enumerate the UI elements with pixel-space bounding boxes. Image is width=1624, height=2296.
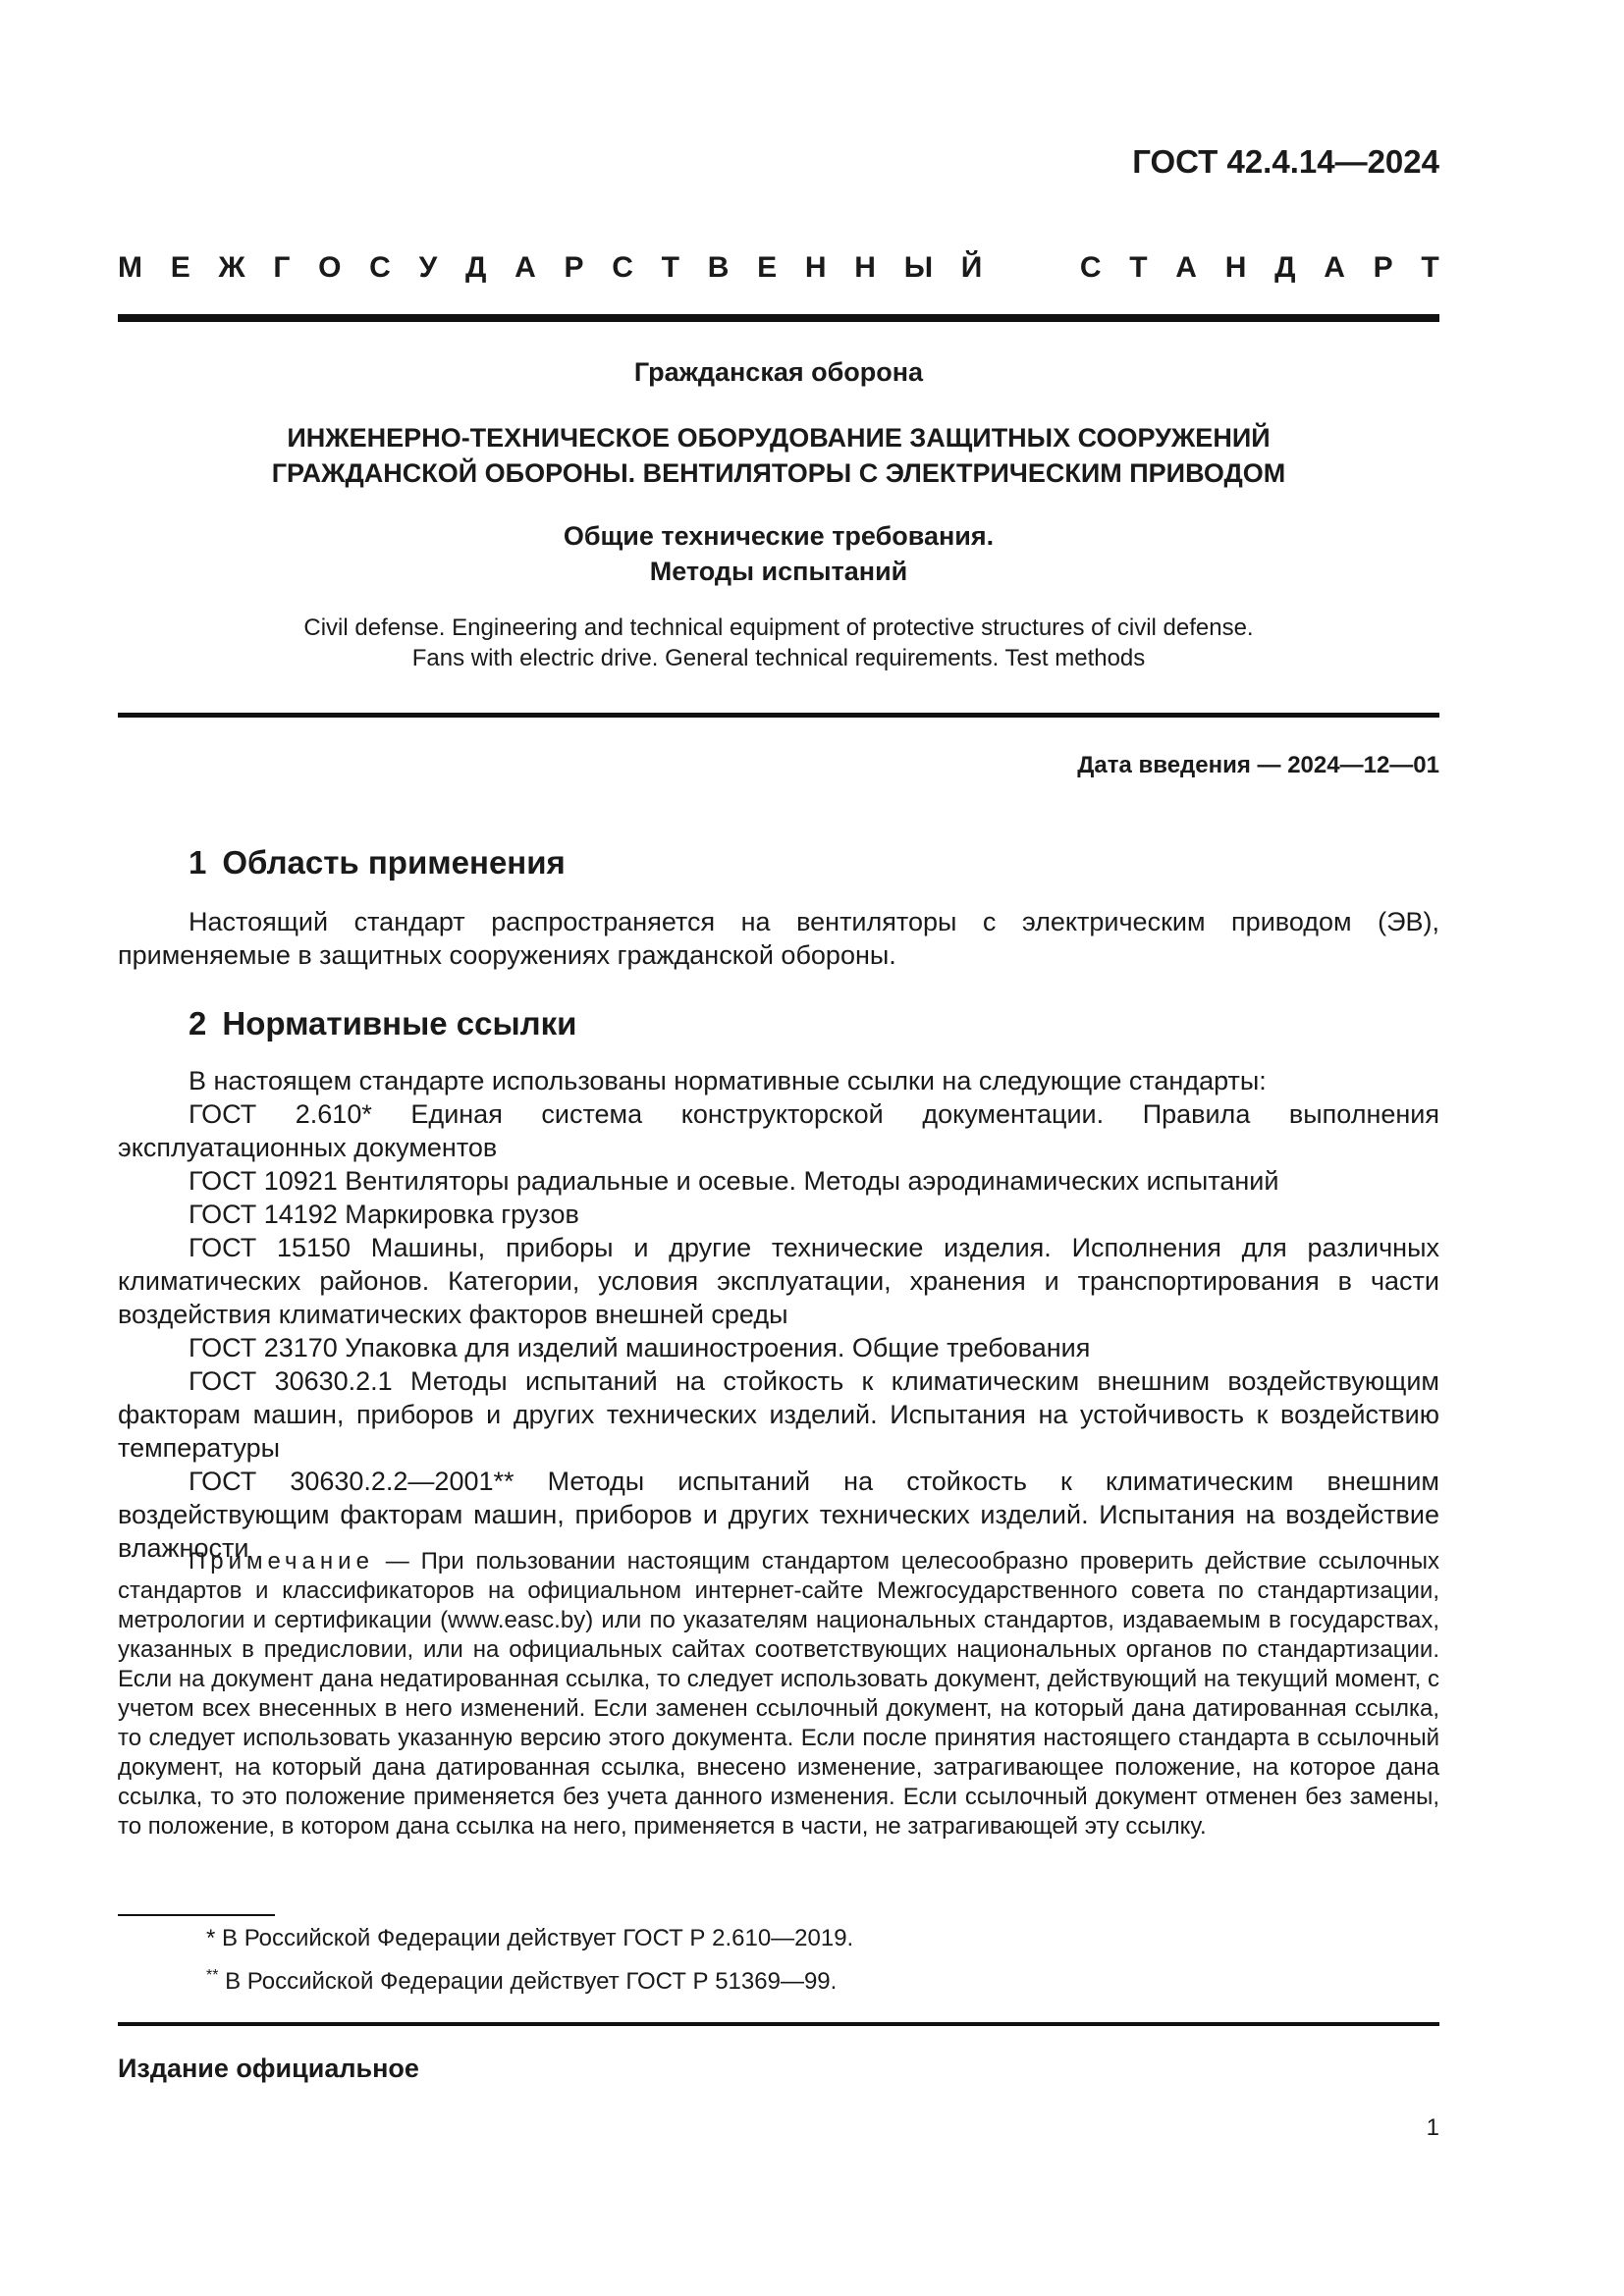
introduction-date: Дата введения — 2024—12—01 (1077, 752, 1439, 778)
note-text: — При пользовании настоящим стандартом целесообразно проверить действие ссылочных стандартов и классификаторов на официальном интернет-сайте Межгосударственного совета по стандартизации, метрологии и сертификации (www.easc.by) или по указателям национальных стандартов, издаваемым в государствах, указанных в предисловии, или на официальных сайтах соответствующих национальных органов по стандартизации. Если на документ дана недатированная ссылка, то следует использовать документ, действующий на текущий момент, с учетом всех внесенных в него изменений. Если заменен ссылочный документ, на который дана датированная ссылка, то следует использовать указанную версию этого документа. Если после принятия настоящего стандарта в ссылочный документ, на который дана датированная ссылка, внесено изменение, затрагивающее положение, на которое дана ссылка, то это положение применяется без учета данного изменения. Если ссылочный документ отменен без замены, то положение, в котором дана ссылка на него, применяется в части, не затрагивающей эту ссылку. (118, 1548, 1439, 1840)
section-1-paragraph: Настоящий стандарт распространяется на вентиляторы с электрическим приводом (ЭВ), применяемые в защитных сооружениях гражданской обороны. (118, 907, 1439, 970)
footnote-2 (206, 1961, 837, 1997)
document-subtitle (118, 518, 1439, 589)
section-1-body (118, 905, 1439, 972)
footnote-2-mark: ** (206, 1967, 219, 1984)
section-1-heading (189, 844, 566, 881)
standard-type-letter: Т (661, 251, 679, 284)
standard-type-letter: Т (1421, 251, 1439, 284)
standard-type-letter: А (1175, 251, 1197, 284)
standard-type-letter: М (118, 251, 142, 284)
footnote-separator (118, 1914, 275, 1916)
standard-type-letter: Й (960, 251, 983, 284)
standard-type-letter: Д (464, 251, 487, 284)
section-2-body (118, 1064, 1439, 1565)
section-name: Гражданская оборона (633, 357, 924, 387)
standard-type-letter: О (318, 251, 342, 284)
standard-type-letter: Д (1274, 251, 1296, 284)
english-title (118, 613, 1439, 673)
standard-type-letter: Р (564, 251, 584, 284)
reference-item: ГОСТ 14192 Маркировка грузов (189, 1200, 579, 1229)
standard-type-letter: Е (757, 251, 778, 284)
document-title-line-1: ИНЖЕНЕРНО-ТЕХНИЧЕСКОЕ ОБОРУДОВАНИЕ ЗАЩИТНЫХ СООРУЖЕНИЙ (287, 423, 1271, 453)
reference-item: ГОСТ 23170 Упаковка для изделий машиностроения. Общие требования (189, 1333, 1091, 1362)
standard-type-letter: Е (170, 251, 190, 284)
reference-item: ГОСТ 30630.2.1 Методы испытаний на стойкость к климатическим внешним воздействующим факторам машин, приборов и других технических изделий. Испытания на устойчивость к воздействию температуры (118, 1366, 1439, 1463)
edition-label: Издание официальное (118, 2054, 419, 2083)
reference-item: ГОСТ 30630.2.2—2001** Методы испытаний на стойкость к климатическим внешним воздействующим факторам машин, приборов и других технических изделий. Испытания на воздействие влажности (118, 1467, 1439, 1563)
english-title-line-1: Civil defense. Engineering and technical equipment of protective structures of civil defense. (303, 614, 1254, 641)
standard-type-letter: С (369, 251, 391, 284)
english-title-line-2: Fans with electric drive. General technical requirements. Test methods (411, 645, 1146, 671)
document-number: ГОСТ 42.4.14—2024 (1132, 143, 1439, 180)
standard-type-letter: С (1079, 251, 1102, 284)
note-label: Примечание (189, 1548, 374, 1575)
section-2-intro: В настоящем стандарте использованы нормативные ссылки на следующие стандарты: (189, 1066, 1267, 1095)
section-1-title: Область применения (222, 844, 566, 881)
standard-type-letter: Н (854, 251, 876, 284)
footnote-1-mark: * (206, 1925, 216, 1951)
header-rule (118, 314, 1439, 322)
reference-item: ГОСТ 15150 Машины, приборы и другие технические изделия. Исполнения для различных климатических районов. Категории, условия эксплуатации, хранения и транспортирования в части воздействия климатических факторов внешней среды (118, 1233, 1439, 1329)
standard-type (118, 251, 1439, 285)
standard-type-letter: Р (1373, 251, 1393, 284)
document-subtitle-line-2: Методы испытаний (649, 557, 908, 586)
standard-type-letter: Н (1224, 251, 1247, 284)
section-1-number: 1 (189, 844, 207, 881)
title-rule (118, 713, 1439, 718)
footer-rule (118, 2022, 1439, 2026)
standard-type-letter: Ж (218, 251, 245, 284)
standard-type-letter: Н (804, 251, 827, 284)
standard-type-letter: С (612, 251, 633, 284)
footnote-1 (206, 1924, 853, 1953)
word-gap (1010, 251, 1052, 285)
page-number: 1 (1426, 2114, 1439, 2141)
footnote-2-text: В Российской Федерации действует ГОСТ Р 51369—99. (218, 1968, 838, 1995)
document-title (118, 420, 1439, 491)
standard-type-letter: А (1324, 251, 1345, 284)
reference-item: ГОСТ 10921 Вентиляторы радиальные и осевые. Методы аэродинамических испытаний (189, 1166, 1279, 1196)
standard-type-letter: А (514, 251, 536, 284)
standard-type-letter: Ы (903, 251, 934, 284)
reference-item: ГОСТ 2.610* Единая система конструкторской документации. Правила выполнения эксплуатационных документов (118, 1099, 1439, 1162)
section-2-heading (189, 1005, 576, 1042)
footnote-1-text: В Российской Федерации действует ГОСТ Р 2.610—2019. (215, 1925, 854, 1951)
standard-type-letter: У (418, 251, 438, 284)
standard-type-letter: Т (1129, 251, 1148, 284)
document-title-line-2: ГРАЖДАНСКОЙ ОБОРОНЫ. ВЕНТИЛЯТОРЫ С ЭЛЕКТРИЧЕСКИМ ПРИВОДОМ (271, 458, 1286, 488)
document-subtitle-line-1: Общие технические требования. (563, 521, 995, 551)
standard-type-letter: В (707, 251, 730, 284)
section-2-title: Нормативные ссылки (222, 1005, 577, 1041)
section-2-number: 2 (189, 1005, 207, 1041)
note-block (118, 1547, 1439, 1842)
standard-type-letter: Г (273, 251, 291, 284)
